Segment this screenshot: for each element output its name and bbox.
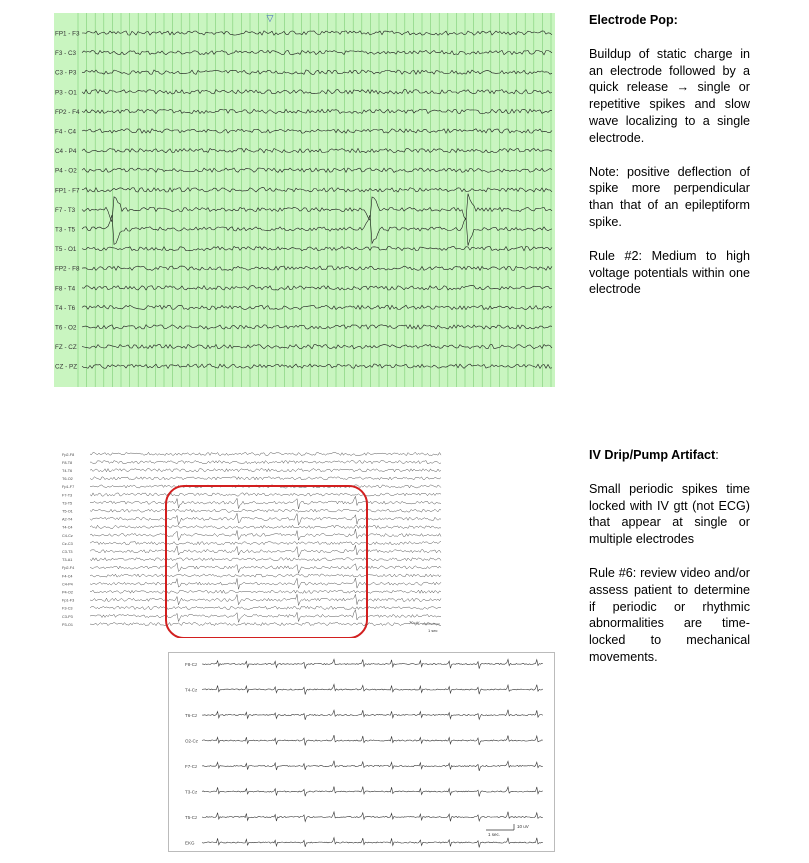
iv-drip-definition: Small periodic spikes time locked with IV gtt (not ECG) that appear at single or multiple electrodes [589,481,750,547]
channel-label: P4-O2 [62,590,73,595]
waveform-trace [90,461,441,464]
scale-label: 10 uV [517,824,529,829]
channel-label: FZ - CZ [55,344,77,352]
waveform-trace [90,477,441,480]
page-marker-icon: ▽ [266,13,274,23]
waveform-trace [90,590,441,593]
eeg-tracing-svg [168,652,555,852]
channel-label: FP1 - F3 [55,30,80,38]
time-label: 1 sec. [488,832,501,837]
waveform-trace [90,452,441,455]
channel-label: T5-O1 [62,509,73,514]
eeg-tracing-svg [54,13,555,387]
waveform-trace [90,594,441,605]
scale-label: 70 uV [409,620,420,625]
channel-label: FP2 - F8 [55,265,80,273]
channel-label: T4-C4 [62,525,73,530]
channel-label: T5-Cz [185,815,198,820]
channel-label: F8-Cz [185,662,198,667]
electrode-pop-title: Electrode Pop: [589,13,678,27]
waveform-trace [90,525,441,528]
waveform-trace [90,469,441,472]
electrode-pop-rule: Rule #2: Medium to high voltage potentials within one electrode [589,248,750,297]
channel-label: EKG [185,840,195,846]
channel-label: T6-O2 [62,477,73,482]
channel-label: T6-Cz [185,713,198,718]
waveform-trace [90,496,441,509]
channel-label: F7-T3 [62,493,73,498]
channel-label: T3-Cz [185,789,198,795]
channel-label: F4-C4 [62,574,73,579]
channel-label: P3-O1 [62,622,73,627]
waveform-trace [90,563,441,574]
electrode-pop-note: Note: positive deflection of spike more perpendicular than that of an epileptiform spike. [589,164,750,229]
waveform-trace [90,623,441,626]
waveform-trace [90,542,441,545]
waveform-trace [90,610,441,623]
tracing-background [54,13,555,387]
channel-label: T3-T5 [62,501,73,506]
channel-label: T5 - O1 [55,246,77,254]
electrode-pop-description [589,12,750,298]
electrode-pop-definition: Buildup of static charge in an electrode followed by a quick release → single or repetitive spikes and slow wave localizing to a single electrode. [589,46,750,145]
channel-label: F8 - T4 [55,285,76,293]
channel-label: C4-P4 [62,582,73,587]
waveform-trace [90,606,441,609]
channel-label: T3-A1 [62,558,73,563]
channel-label: C3 - P3 [55,69,77,77]
channel-label: T6 - O2 [55,324,77,332]
waveform-trace [90,558,441,561]
channel-label: T3 - T5 [55,226,76,234]
channel-label: F3 - C3 [55,50,76,58]
channel-label: F7 - T3 [55,206,76,214]
channel-label: T4-T6 [62,469,73,473]
channel-label: Fp2-F4 [62,566,75,571]
channel-label: F4 - C4 [55,128,76,136]
channel-label: C3-T3 [62,550,73,554]
waveform-trace [90,529,441,540]
iv-drip-title: IV Drip/Pump Artifact [589,448,716,462]
iv-drip-title-suffix: : [715,448,719,462]
channel-label: F7-Cz [185,764,198,769]
iv-drip-referential-tracing [168,652,555,852]
channel-label: FP1 - F7 [55,187,80,195]
channel-label: F3-C3 [62,606,73,611]
channel-label: C3-P3 [62,614,73,619]
channel-label: P3 - O1 [55,89,77,97]
channel-label: Cz-C3 [62,541,73,546]
iv-drip-description [589,447,750,666]
channel-label: FP2 - F4 [55,108,80,116]
electrode-pop-eeg-tracing [54,13,555,387]
waveform-trace [90,509,441,512]
channel-label: Fp1-F3 [62,598,75,603]
channel-label: A2-T4 [62,517,73,522]
channel-label: C4-Cz [62,533,73,538]
channel-label: CZ - PZ [55,363,78,371]
waveform-trace [90,545,441,557]
waveform-trace [90,574,441,577]
channel-label: O2-Cz [185,738,199,744]
channel-label: Fp2-F8 [62,452,75,457]
channel-label: P4 - O2 [55,167,77,175]
channel-label: T4-Cz [185,687,198,693]
waveform-trace [90,513,441,525]
channel-label: C4 - P4 [55,148,77,156]
iv-drip-rule: Rule #6: review video and/or assess patient to determine if periodic or rhythmic abnormalities are time-locked to mechanical movements. [589,565,750,664]
time-label: 1 sec [428,628,438,633]
waveform-trace [90,578,441,589]
waveform-trace [90,493,441,496]
channel-label: Fp1-F7 [62,485,75,490]
iv-drip-title-line [589,447,750,464]
channel-label: T4 - T6 [55,304,76,312]
channel-label: F8-T8 [62,460,73,465]
eeg-tracing-svg [60,448,445,638]
iv-drip-eeg-tracing [60,448,445,638]
